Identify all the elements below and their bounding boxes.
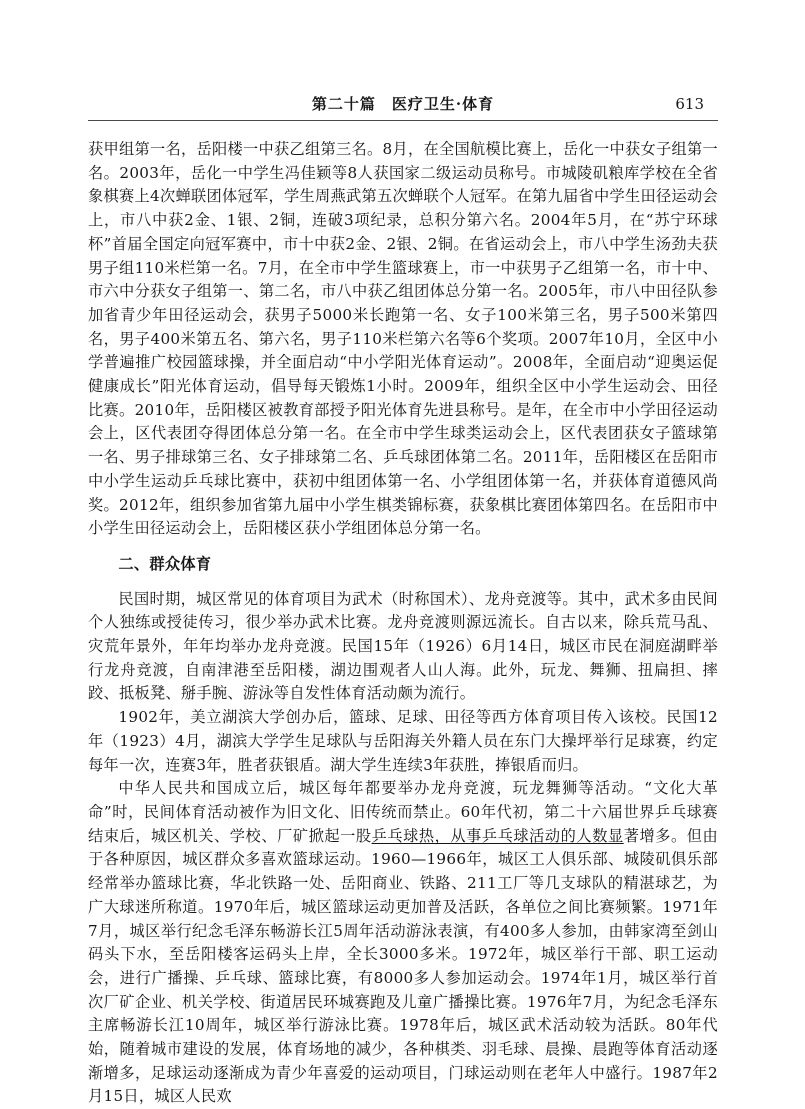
paragraph-prc-segment-3: 著增多。但由于各种原因，城区群众多喜欢篮球运动。1960—1966年，城区工人俱乐部、城陵矶俱乐部经常举办篮球比赛，华北铁路一处、岳阳商业、铁路、211工厂等几支球队的精湛球艺，为广大球迷所称道。1970年后，城区篮球运动更加普及活跃，各单位之间比赛频繁。1971年7月，城区举行纪念毛泽东畅游长江5周年活动游泳表演，有400多人参加，由韩家湾至剑山码头下水，至岳阳楼客运码头上岸，全长3000多米。1972年，城区举行干部、职工运动会，进行广播操、乒乓球、篮球比赛，有8000多人参加运动会。1974年1月，城区举行首次厂矿企业、机关学校、街道居民环城赛跑及儿童广播操比赛。1976年7月，为纪念毛泽东主席畅游长江10周年，城区举行游泳比赛。1978年后，城区武术活动较为活跃。80年代始，随着城市建设的发展，体育场地的减少，各种棋类、羽毛球、晨操、晨跑等体育活动逐渐增多，足球运动逐渐成为青少年喜爱的运动项目，门球运动则在老年人中盛行。1987年2月15日，城区人民欢 <box>88 826 718 1106</box>
paragraph-prc-segment-1: 中华人民共和国成立后，城区每年都要举办龙舟竞渡，玩龙舞狮等活动。“文化大革命”时，民间体育活动被作为旧文化、旧传统而禁止。60年代初，第二十六届世界乒乓球赛结束后，城区机关、学校、厂矿掀起一股 <box>88 779 718 845</box>
running-head <box>88 94 718 114</box>
document-page <box>88 94 718 1109</box>
paragraph-school-sports-continuation: 获甲组第一名，岳阳楼一中获乙组第三名。8月，在全国航模比赛上，岳化一中获女子组第一名。2003年，岳化一中学生冯佳颖等8人获国家二级运动员称号。市城陵矶粮库学校在全省象棋赛上4次蝉联团体冠军，学生周燕武第五次蝉联个人冠军。在第九届省中学生田径运动会上，市八中获2金、1银、2铜，连破3项纪录，总积分第六名。2004年5月，在“苏宁环球杯”首届全国定向冠军赛中，市十中获2金、2银、2铜。在省运动会上，市八中学生汤劲夫获男子组110米栏第一名。7月，在全市中学生篮球赛上，市一中获男子乙组第一名，市十中、市六中分获女子组第一、第二名，市八中获乙组团体总分第一名。2005年，市八中田径队参加省青少年田径运动会，获男子5000米长跑第一名、女子100米第三名，男子500米第四名，男子400米第五名、第六名，男子110米栏第六名等6个奖项。2007年10月，全区中小学普遍推广校园篮球操，并全面启动“中小学阳光体育运动”。2008年，全面启动“迎奥运促健康成长”阳光体育运动，倡导每天锻炼1小时。2009年，组织全区中小学生运动会、田径比赛。2010年，岳阳楼区被教育部授予阳光体育先进县称号。是年，在全市中小学田径运动会上，区代表团夺得团体总分第一名。在全市中学生球类运动会上，区代表团获女子篮球第一名、男子排球第三名、女子排球第二名、乒乓球团体第二名。2011年，岳阳楼区在岳阳市中小学生运动乒乓球比赛中，获初中组团体第一名、小学组团体第一名，并获体育道德风尚奖。2012年，组织参加省第九届中小学生棋类锦标赛，获象棋比赛团体第四名。在岳阳市中小学生田径运动会上，岳阳楼区获小学组团体总分第一名。 <box>88 140 718 538</box>
subsection-heading-mass-sports: 二、群众体育 <box>118 554 212 573</box>
paragraph-prc-era <box>88 777 718 1109</box>
paragraph-1902-western-sports: 1902年，美立湖滨大学创办后，篮球、足球、田径等西方体育项目传入该校。民国12年（1923）4月，湖滨大学学生足球队与岳阳海关外籍人员在东门大操坪举行足球赛，约定每年一次，连赛3年，胜者获银盾。湖大学生连续3年获胜，捧银盾而归。 <box>88 708 718 774</box>
section-title: 第二十篇 医疗卫生·体育 <box>311 95 495 113</box>
page-number: 613 <box>675 95 704 113</box>
page-body <box>88 138 718 1109</box>
paragraph-prc-underlined-segment: 乒乓球热，从事乒乓球活动的人数显 <box>371 826 624 845</box>
header-rule <box>88 120 718 121</box>
page-header <box>88 94 718 121</box>
paragraph-republic-era: 民国时期，城区常见的体育项目为武术（时称国术）、龙舟竞渡等。其中，武术多由民间个人独练或授徒传习，很少举办武术比赛。龙舟竞渡则源远流长。自古以来，除兵荒马乱、灾荒年景外，年年均举办龙舟竞渡。民国15年（1926）6月14日，城区市民在洞庭湖畔举行龙舟竞渡，自南津港至岳阳楼，湖边围观者人山人海。此外，玩龙、舞狮、扭扁担、摔跤、抵板凳、掰手腕、游泳等自发性体育活动颇为流行。 <box>88 589 718 703</box>
